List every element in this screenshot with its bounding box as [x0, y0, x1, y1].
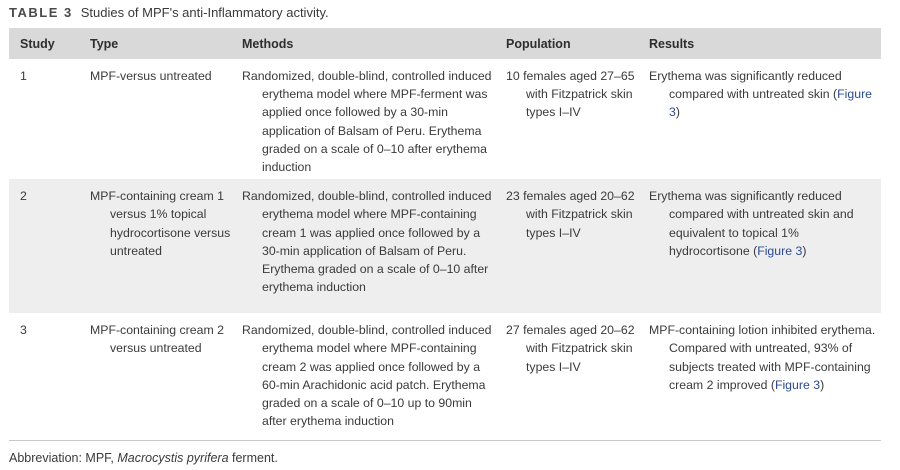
cell-results: [638, 59, 881, 179]
cell-study: 1: [20, 69, 27, 83]
cell-study: 3: [20, 323, 27, 338]
cell-methods: [231, 179, 495, 313]
footnote-prefix: Abbreviation: MPF,: [9, 451, 118, 465]
footnote-species: Macrocystis pyrifera: [117, 451, 229, 465]
header-study: Study: [9, 28, 79, 59]
table-bottom-rule: [9, 440, 881, 441]
table-header-row: [9, 28, 881, 59]
table-row: [9, 59, 881, 179]
cell-population: [495, 59, 638, 179]
table-label: TABLE 3: [9, 5, 73, 20]
cell-population-text: 10 females aged 27–65 with Fitzpatrick skin types I–IV: [506, 69, 635, 120]
header-methods: Methods: [231, 28, 495, 59]
studies-table: [9, 28, 881, 447]
cell-type: [79, 59, 231, 179]
figure-link[interactable]: Figure 3: [774, 377, 821, 392]
cell-type: [79, 313, 231, 447]
table-title: Studies of MPF's anti-Inflammatory activity.: [80, 5, 329, 20]
figure-link[interactable]: Figure 3: [757, 243, 803, 258]
cell-type-text: MPF-containing cream 2 versus untreated: [90, 323, 224, 356]
cell-population: [495, 313, 638, 447]
header-type: Type: [79, 28, 231, 59]
cell-results-text: MPF-containing lotion inhibited erythema. Compared with untreated, 93% of subjects treated with MPF-containing cream 2 improved (Figure 3): [649, 323, 876, 392]
table-row: [9, 313, 881, 447]
header-population: Population: [495, 28, 638, 59]
cell-methods-text: Randomized, double-blind, controlled induced erythema model where MPF-containing cream 2 was applied once followed by a 60-min Arachidonic acid patch. Erythema graded on a scale of 0–10 up to 90min after erythema induction: [242, 323, 492, 429]
footnote-suffix: ferment.: [228, 451, 278, 465]
cell-results: [638, 313, 881, 447]
results-text: MPF-containing lotion inhibited erythema. Compared with untreated, 93% of subjects treated with MPF-containing cream 2 improved: [649, 323, 876, 392]
figure-link[interactable]: Figure 3: [669, 87, 873, 120]
cell-results-text: Erythema was significantly reduced compared with untreated skin (Figure 3): [649, 69, 873, 120]
cell-population-text: 27 females aged 20–62 with Fitzpatrick skin types I–IV: [506, 323, 635, 374]
cell-results-text: Erythema was significantly reduced compared with untreated skin and equivalent to topical 1% hydrocortisone (Figure 3): [649, 189, 854, 258]
cell-type-text: MPF-versus untreated: [90, 69, 212, 83]
cell-population: [495, 179, 638, 313]
results-text: Erythema was significantly reduced compared with untreated skin: [649, 69, 842, 102]
results-text: Erythema was significantly reduced compared with untreated skin and equivalent to topical 1% hydrocortisone: [649, 189, 854, 258]
cell-type-text: MPF-containing cream 1 versus 1% topical hydrocortisone versus untreated: [90, 189, 231, 258]
table-footnote: [9, 451, 278, 465]
cell-study: 2: [9, 179, 79, 313]
header-results: Results: [638, 28, 881, 59]
cell-methods: [231, 313, 495, 447]
table-caption: [9, 5, 329, 21]
cell-type: [79, 179, 231, 313]
cell-population-text: 23 females aged 20–62 with Fitzpatrick skin types I–IV: [506, 189, 635, 240]
cell-methods-text: Randomized, double-blind, controlled induced erythema model where MPF-ferment was applied once followed by a 30-min application of Balsam of Peru. Erythema graded on a scale of 0–10 after erythema induction: [242, 69, 492, 175]
table-row: [9, 179, 881, 313]
cell-methods-text: Randomized, double-blind, controlled induced erythema model where MPF-containing cream 1 was applied once followed by a 30-min application of Balsam of Peru. Erythema graded on a scale of 0–10 after erythema induction: [242, 189, 492, 295]
cell-methods: [231, 59, 495, 179]
cell-results: [638, 179, 881, 313]
